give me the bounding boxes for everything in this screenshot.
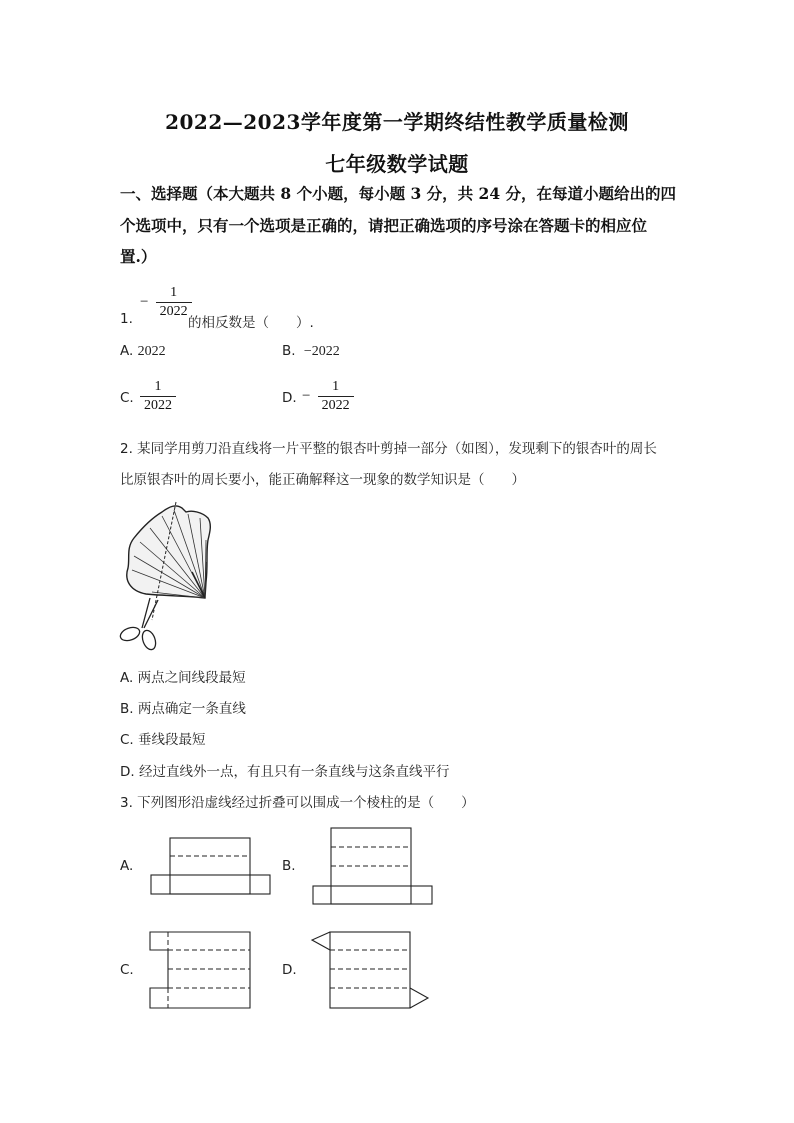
q1-option-a: [120, 343, 166, 360]
q1-option-b: [282, 343, 340, 360]
q1-option-d-denominator: 2022: [321, 398, 350, 413]
q1-option-d-label: D.: [282, 390, 297, 406]
section-instruction-line3: 置.）: [120, 247, 157, 266]
q1-option-c-label: C.: [120, 390, 134, 406]
q1-option-d-fraction: [302, 378, 354, 415]
q1-fraction-body: [156, 284, 192, 321]
q3-option-c-label: C.: [120, 962, 134, 978]
q1-option-c-numerator: 1: [140, 378, 176, 397]
scissors-icon: [119, 598, 159, 651]
q1-neg-sign: −: [140, 294, 149, 310]
q3-option-b-label: B.: [282, 858, 296, 874]
q3-option-c-net: [148, 930, 253, 1010]
q1-fraction-numerator: 1: [156, 284, 192, 303]
q3-option-d-net: [310, 930, 430, 1010]
q3-option-a-net: [150, 836, 272, 896]
q1-number: 1.: [120, 311, 133, 327]
q2-option-d: D. 经过直线外一点，有且只有一条直线与这条直线平行: [120, 764, 450, 780]
q1-option-b-label: B.: [282, 343, 296, 359]
section-instruction-line2: 个选项中，只有一个选项是正确的，请把正确选项的序号涂在答题卡的相应位: [120, 216, 648, 235]
q3-option-d-label: D.: [282, 962, 297, 978]
section-instruction-line1: 一、选择题（本大题共 8 个小题，每小题 3 分，共 24 分，在每道小题给出的四: [120, 184, 677, 203]
q2-stem-line2: 比原银杏叶的周长要小，能正确解释这一现象的数学知识是（ ）: [120, 472, 525, 488]
q1-stem: 的相反数是（ ）.: [188, 315, 314, 331]
q3-option-a-label: A.: [120, 858, 134, 874]
q1-option-c-denominator: 2022: [144, 398, 172, 413]
q1-option-d-neg-sign: −: [302, 388, 311, 404]
q3-option-b-net: [312, 826, 434, 906]
q2-option-c: C. 垂线段最短: [120, 732, 206, 748]
q1-option-b-value: −2022: [303, 344, 340, 359]
q2-option-a: A. 两点之间线段最短: [120, 670, 246, 686]
q3-stem: 3. 下列图形沿虚线经过折叠可以围成一个棱柱的是（ ）: [120, 795, 475, 811]
q1-option-a-label: A.: [120, 343, 134, 359]
q1-fraction-denominator: 2022: [159, 304, 188, 319]
q2-option-b: B. 两点确定一条直线: [120, 701, 246, 717]
ginkgo-leaf-scissors-illustration: [112, 500, 227, 655]
page-subtitle: 七年级数学试题: [325, 152, 469, 176]
q1-option-d-numerator: 1: [318, 378, 354, 397]
q2-stem-line1: 2. 某同学用剪刀沿直线将一片平整的银杏叶剪掉一部分（如图），发现剩下的银杏叶的周长: [120, 441, 657, 457]
q1-fraction: [140, 284, 192, 321]
page-title: 2022—2023学年度第一学期终结性教学质量检测: [165, 110, 629, 134]
q1-option-a-value: 2022: [137, 344, 166, 359]
q1-option-c-fraction: [140, 378, 176, 415]
